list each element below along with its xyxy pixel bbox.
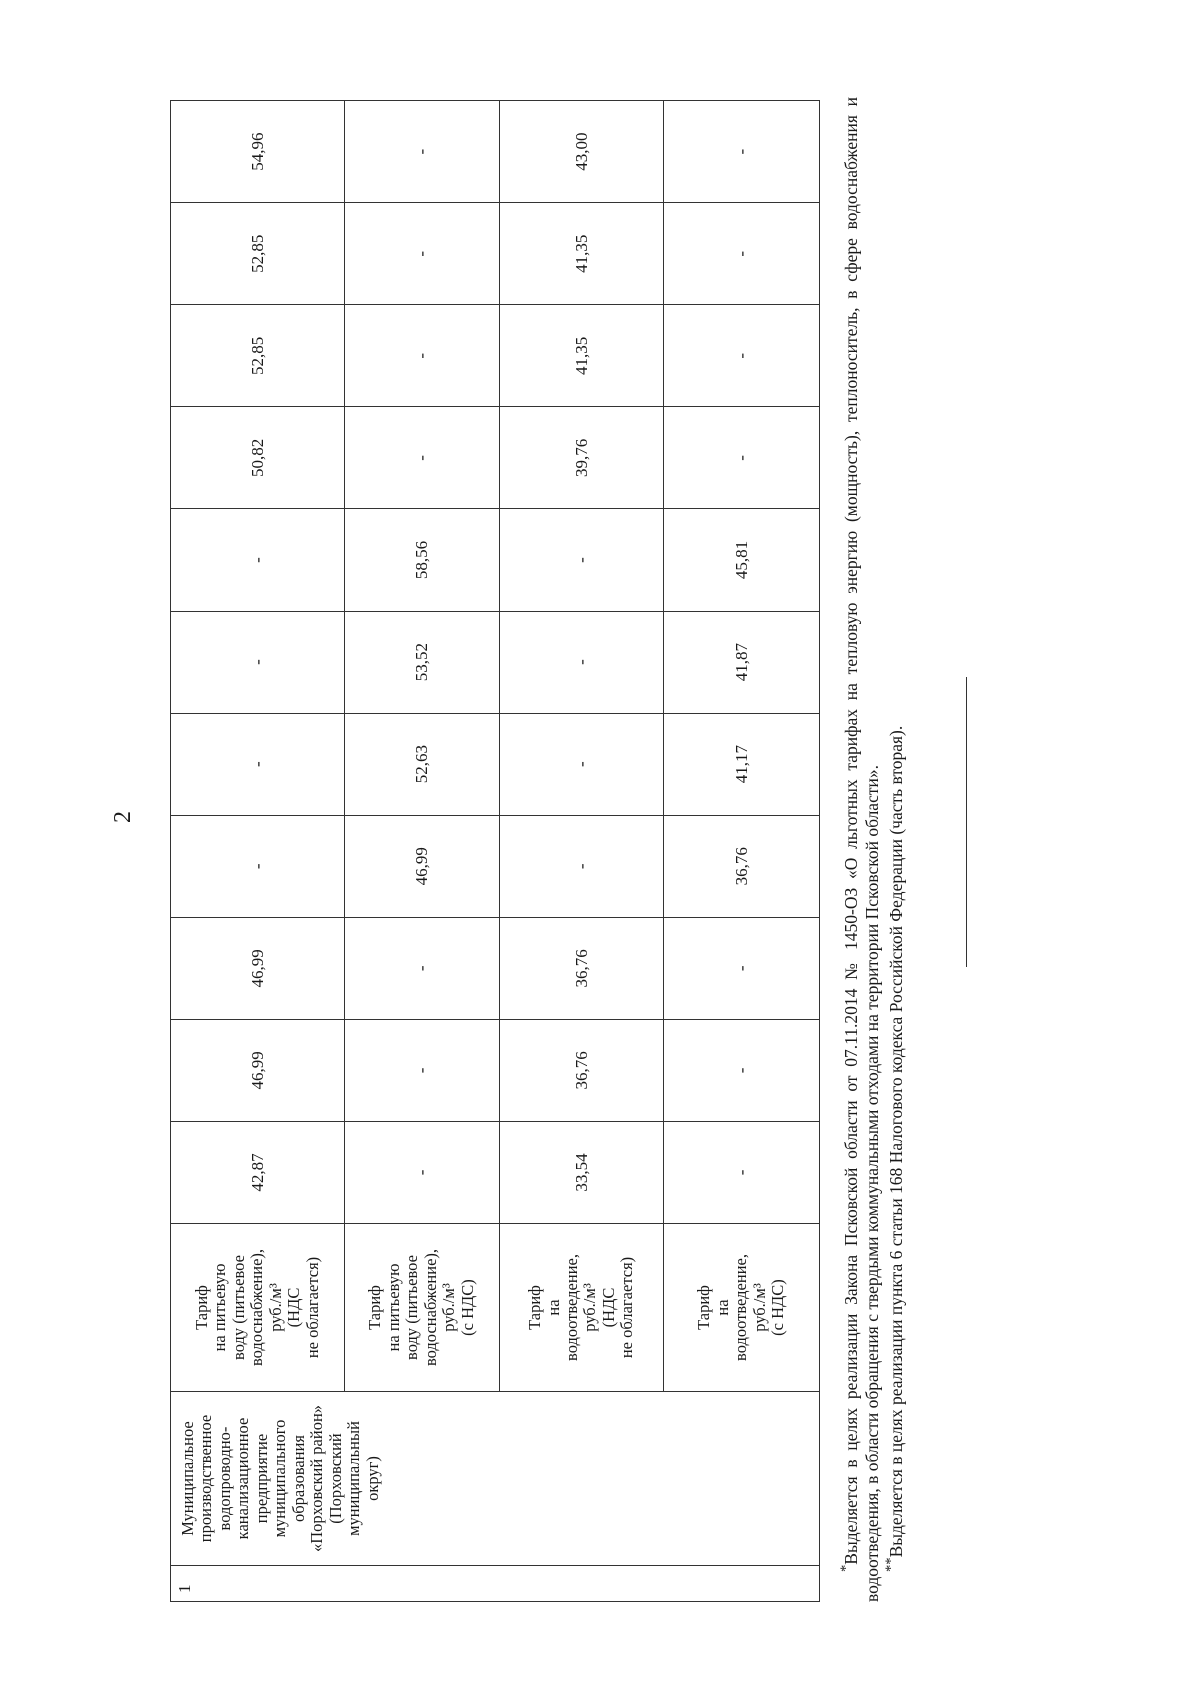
value-cell: -	[664, 1019, 820, 1121]
organization-cell	[171, 1392, 820, 1566]
value-cell: 52,85	[171, 203, 345, 305]
value-cell: -	[499, 509, 664, 611]
value-cell: 52,85	[171, 305, 345, 407]
page-number: 2	[110, 811, 136, 823]
value-cell: 36,76	[499, 917, 664, 1019]
value-cell: 50,82	[171, 407, 345, 509]
footnotes	[838, 97, 907, 1602]
value-cell: 41,35	[499, 203, 664, 305]
value-cell: -	[664, 203, 820, 305]
footnote-first-text: Выделяется в целях реализации Закона Псковской области от 07.11.2014 № 1450-ОЗ «О льготных тарифах на тепловую энергию (мощность), теплоноситель, в сфере водоснабжения и водоотведения, в области обращения с твердыми коммунальными отходами на территории Псковской области».	[840, 97, 882, 1602]
value-cell: -	[344, 1121, 499, 1223]
table-row	[171, 101, 345, 1602]
value-cell: -	[664, 917, 820, 1019]
value-cell: -	[344, 1019, 499, 1121]
value-cell: 36,76	[664, 815, 820, 917]
value-cell: -	[171, 611, 345, 713]
value-cell: 46,99	[171, 1019, 345, 1121]
tariff-label-cell	[171, 1224, 345, 1392]
value-cell: 46,99	[171, 917, 345, 1019]
value-cell: -	[171, 815, 345, 917]
value-cell: 53,52	[344, 611, 499, 713]
row-number-cell: 1	[171, 1566, 820, 1602]
value-cell: 58,56	[344, 509, 499, 611]
tariff-label: Тариф на водоотведение, руб./м³ (НДС не облагается)	[525, 1254, 637, 1361]
footnote-second-text: Выделяется в целях реализации пункта 6 статьи 168 Налогового кодекса Российской Федерации (часть вторая).	[885, 725, 906, 1558]
footnote-marker: **	[882, 1557, 899, 1572]
tariff-table	[170, 100, 820, 1602]
value-cell: 41,35	[499, 305, 664, 407]
tariff-label-cell	[344, 1224, 499, 1392]
value-cell: 33,54	[499, 1121, 664, 1223]
footnote-second	[883, 97, 907, 1602]
value-cell: 52,63	[344, 713, 499, 815]
value-cell: 41,87	[664, 611, 820, 713]
value-cell: -	[664, 407, 820, 509]
value-cell: -	[499, 713, 664, 815]
tariff-label-cell	[499, 1224, 664, 1392]
value-cell: -	[171, 713, 345, 815]
value-cell: -	[344, 407, 499, 509]
value-cell: -	[664, 101, 820, 203]
value-cell: -	[499, 815, 664, 917]
value-cell: -	[499, 611, 664, 713]
value-cell: -	[344, 101, 499, 203]
value-cell: -	[344, 203, 499, 305]
value-cell: 54,96	[171, 101, 345, 203]
value-cell: 43,00	[499, 101, 664, 203]
value-cell: 46,99	[344, 815, 499, 917]
value-cell: 45,81	[664, 509, 820, 611]
value-cell: 42,87	[171, 1121, 345, 1223]
table-row	[499, 101, 664, 1602]
value-cell: -	[344, 305, 499, 407]
value-cell: -	[664, 1121, 820, 1223]
tariff-label-cell	[664, 1224, 820, 1392]
table-row	[344, 101, 499, 1602]
footnote-first	[838, 97, 883, 1602]
value-cell: -	[344, 917, 499, 1019]
closing-rule	[966, 677, 967, 967]
table-row	[664, 101, 820, 1602]
tariff-label: Тариф на питьевую воду (питьевое водоснабжение), руб./м³ (НДС не облагается)	[191, 1248, 322, 1367]
tariff-label: Тариф на водоотведение, руб./м³ (с НДС)	[694, 1254, 788, 1361]
footnote-marker: *	[838, 1564, 854, 1572]
value-cell: 41,17	[664, 713, 820, 815]
organization-name: Муниципальное производственное водопроводно- канализационное предприятие муниципального образования «Порховский район» (Порховский муниципальный округ)	[178, 1404, 382, 1553]
tariff-label: Тариф на питьевую воду (питьевое водоснабжение), руб./м³ (с НДС)	[365, 1248, 477, 1367]
value-cell: -	[664, 305, 820, 407]
value-cell: 39,76	[499, 407, 664, 509]
value-cell: -	[171, 509, 345, 611]
value-cell: 36,76	[499, 1019, 664, 1121]
